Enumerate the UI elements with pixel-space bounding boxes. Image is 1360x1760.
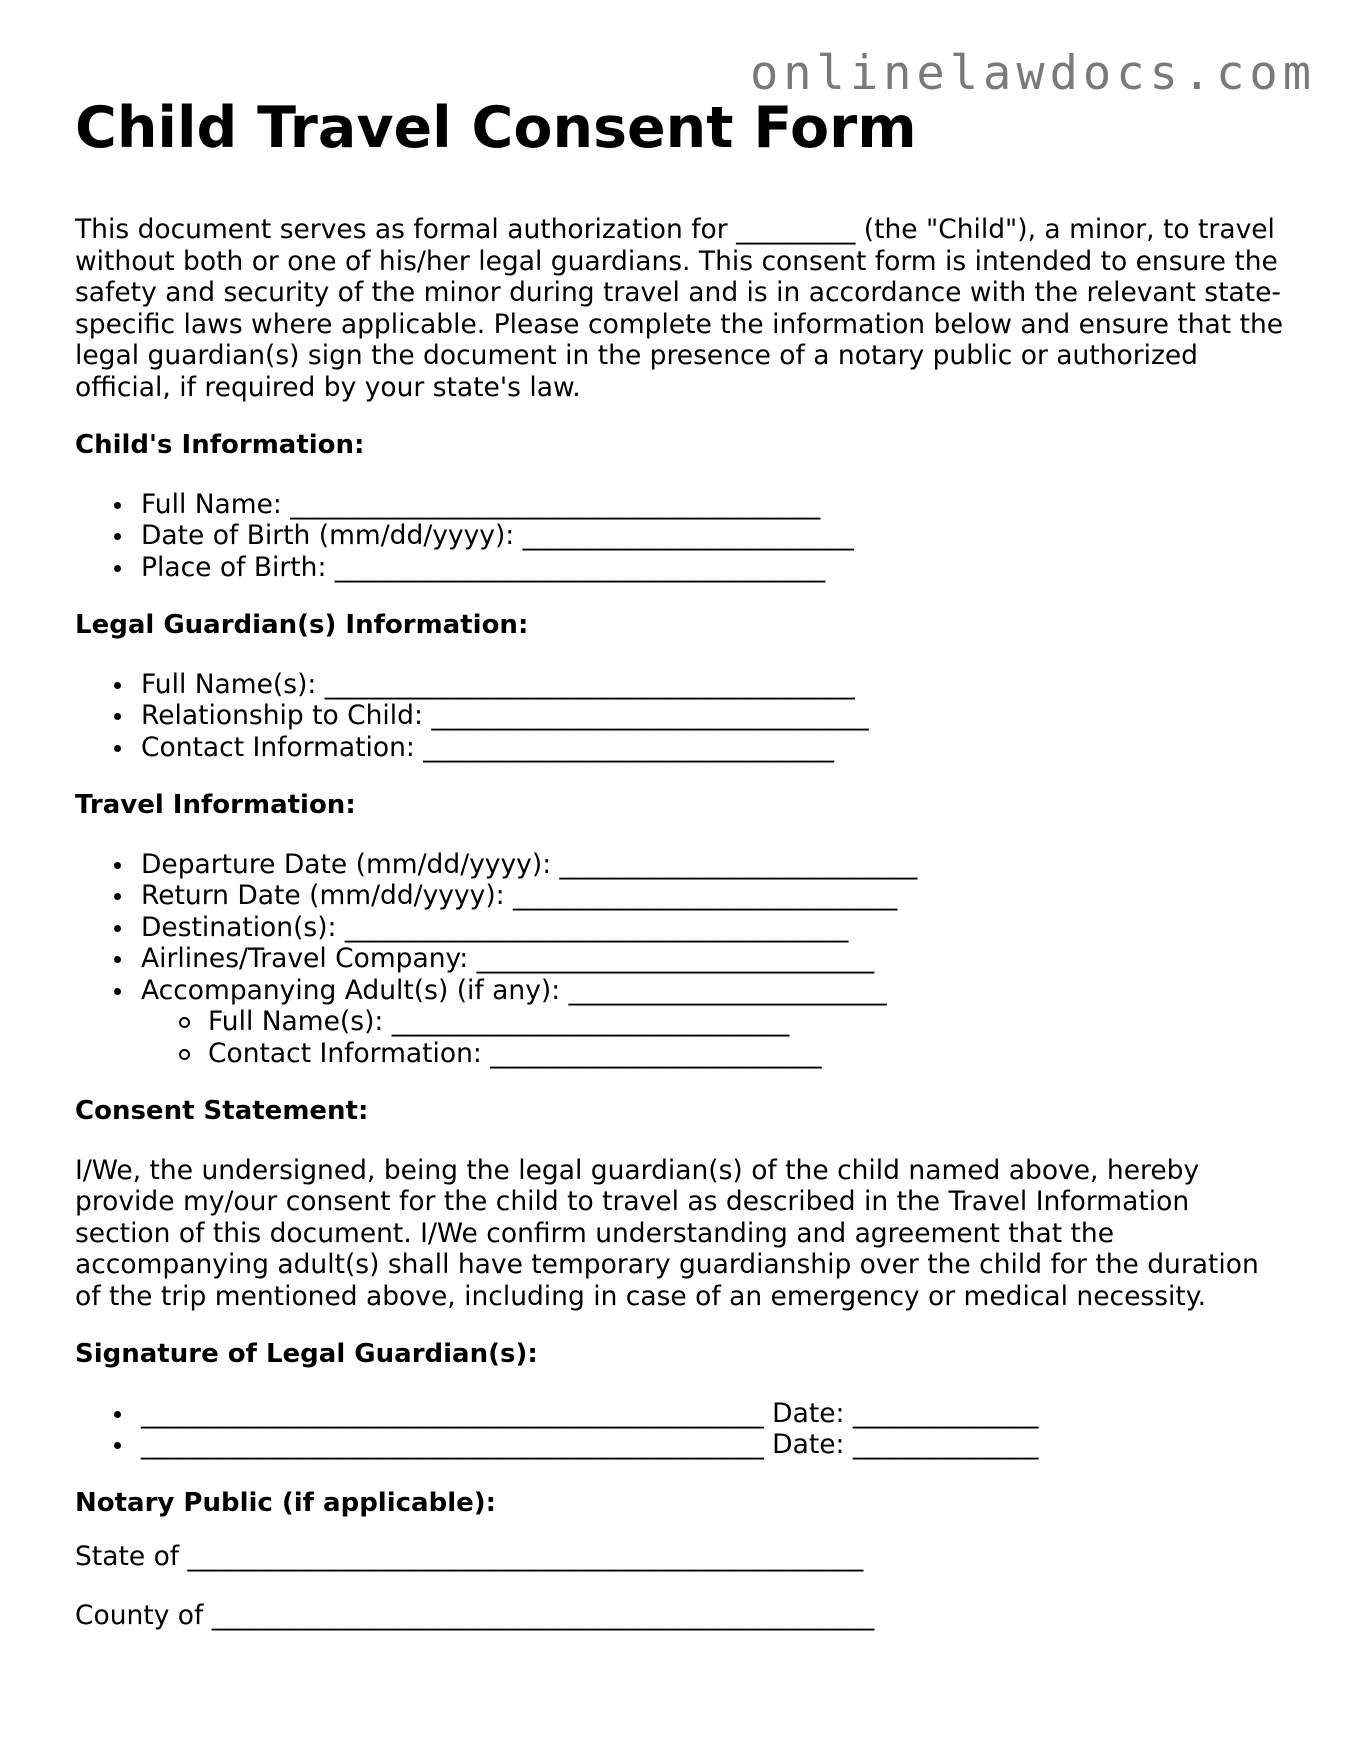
departure-date-field[interactable]: Departure Date (mm/dd/yyyy): ___________________________ <box>141 849 1290 881</box>
guardian-full-names-field[interactable]: Full Name(s): ________________________________________ <box>141 669 1290 701</box>
child-dob-field[interactable]: Date of Birth (mm/dd/yyyy): _________________________ <box>141 520 1290 552</box>
guardian-signature-line-1[interactable]: _______________________________________________ Date: ______________ <box>141 1398 1290 1430</box>
document <box>75 92 1290 1631</box>
guardian-info-list <box>75 669 1290 764</box>
destinations-field[interactable]: Destination(s): ______________________________________ <box>141 912 1290 944</box>
intro-paragraph: This document serves as formal authorization for _________ (the "Child"), a minor, to travel without both or one of his/her legal guardians. This consent form is intended to ensure the safety and security of the minor during travel and is in accordance with the relevant state-specific laws where applicable. Please complete the information below and ensure that the legal guardian(s) sign the document in the presence of a notary public or authorized official, if required by your state's law. <box>75 214 1284 403</box>
accompanying-adult-label: Accompanying Adult(s) (if any): ________________________ <box>141 974 887 1006</box>
page-title: Child Travel Consent Form <box>75 95 917 161</box>
return-date-field[interactable]: Return Date (mm/dd/yyyy): _____________________________ <box>141 880 1290 912</box>
airline-field[interactable]: Airlines/Travel Company: ______________________________ <box>141 943 1290 975</box>
adult-contact-field[interactable]: Contact Information: _________________________ <box>208 1038 1290 1070</box>
guardian-info-heading: Legal Guardian(s) Information: <box>75 610 529 640</box>
watermark: onlinelawdocs.com <box>749 46 1316 101</box>
child-info-list <box>75 489 1290 584</box>
child-place-of-birth-field[interactable]: Place of Birth: _____________________________________ <box>141 552 1290 584</box>
guardian-contact-field[interactable]: Contact Information: _______________________________ <box>141 732 1290 764</box>
notary-state-field[interactable]: State of ___________________________________________________ <box>75 1541 864 1572</box>
signature-list <box>75 1398 1290 1461</box>
child-info-heading: Child's Information: <box>75 430 365 460</box>
consent-heading: Consent Statement: <box>75 1096 369 1126</box>
accompanying-adult-sublist <box>141 1006 1290 1069</box>
accompanying-adult-field[interactable] <box>141 975 1290 1070</box>
travel-info-list <box>75 849 1290 1070</box>
notary-heading: Notary Public (if applicable): <box>75 1487 497 1518</box>
travel-info-heading: Travel Information: <box>75 790 356 820</box>
signature-heading: Signature of Legal Guardian(s): <box>75 1339 538 1369</box>
notary-county-field[interactable]: County of __________________________________________________ <box>75 1599 875 1631</box>
guardian-relationship-field[interactable]: Relationship to Child: _________________________________ <box>141 700 1290 732</box>
guardian-signature-line-2[interactable]: _______________________________________________ Date: ______________ <box>141 1429 1290 1461</box>
consent-statement: I/We, the undersigned, being the legal guardian(s) of the child named above, hereby provide my/our consent for the child to travel as described in the Travel Information section of this document. I/We confirm understanding and agreement that the accompanying adult(s) shall have temporary guardianship over the child for the duration of the trip mentioned above, including in case of an emergency or medical necessity. <box>75 1154 1259 1312</box>
adult-full-names-field[interactable]: Full Name(s): ______________________________ <box>208 1006 1290 1038</box>
child-full-name-field[interactable]: Full Name: ________________________________________ <box>141 489 1290 521</box>
